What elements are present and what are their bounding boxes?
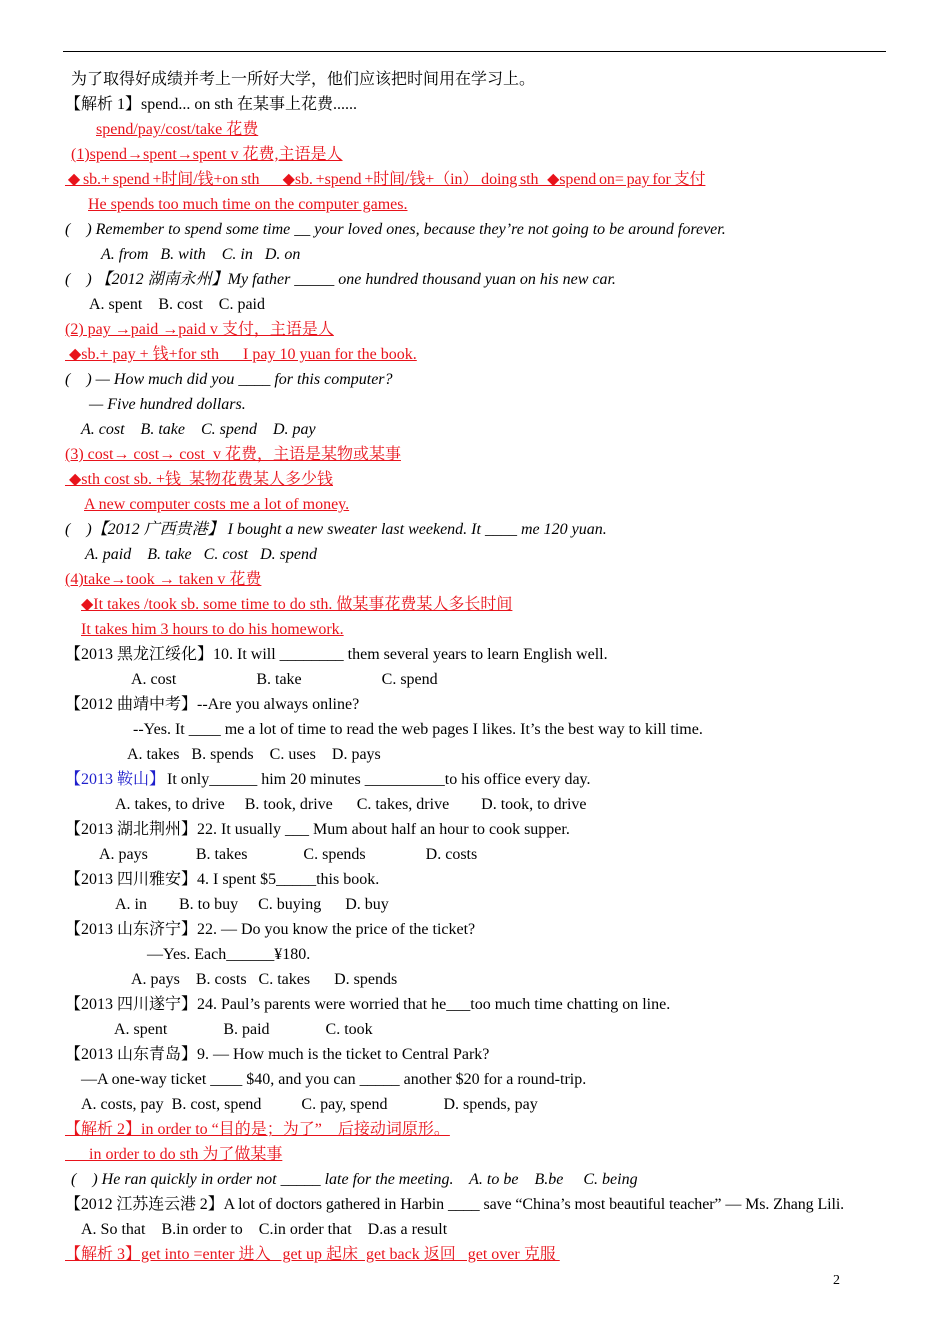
question-suining: 【2013 四川遂宁】24. Paul’s parents were worried that he___too much time chatting on line.	[65, 996, 671, 1013]
options-guigang: A. paid B. take C. cost D. spend	[85, 546, 317, 563]
header-rule	[63, 51, 886, 52]
pay-pattern: ◆sb.+ pay + 钱+for sth I pay 10 yuan for the book.	[65, 346, 417, 363]
source-anshan: 【2013 鞍山】	[65, 771, 166, 788]
question-suihua: 【2013 黑龙江绥化】10. It will ________ them several years to learn English well.	[65, 646, 608, 663]
question-jining: 【2013 山东济宁】22. — Do you know the price of the ticket?	[65, 921, 476, 938]
question-remember: ( ) Remember to spend some time __ your loved ones, because they’re not going to be around forever.	[65, 221, 726, 238]
options-suining: A. spent B. paid C. took	[114, 1021, 373, 1038]
answer-five-hundred: — Five hundred dollars.	[89, 396, 246, 413]
question-yaan: 【2013 四川雅安】4. I spent $5_____this book.	[65, 871, 380, 888]
analysis-1-title: 【解析 1】spend... on sth 在某事上花费......	[65, 96, 358, 113]
spend-forms: (1)spend→spent→spent v 花费,主语是人	[71, 146, 343, 163]
options-qujing: A. takes B. spends C. uses D. pays	[127, 746, 381, 763]
spend-pay-cost-take-heading: spend/pay/cost/take 花费	[96, 121, 259, 138]
summary-sentence: 为了取得好成绩并考上一所好大学，他们应该把时间用在学习上。	[71, 71, 536, 88]
options-jining: A. pays B. costs C. takes D. spends	[131, 971, 398, 988]
cost-forms: (3) cost→ cost→ cost v 花费，主语是某物或某事	[65, 446, 401, 463]
question-guigang: ( )【2012 广西贵港】 I bought a new sweater last weekend. It ____ me 120 yuan.	[65, 521, 607, 538]
question-qingdao: 【2013 山东青岛】9. — How much is the ticket to Central Park?	[65, 1046, 490, 1063]
question-qujing: 【2012 曲靖中考】--Are you always online?	[65, 696, 360, 713]
pay-forms: (2) pay →paid →paid v 支付，主语是人	[65, 321, 334, 338]
options-suihua: A. cost B. take C. spend	[131, 671, 438, 688]
spend-patterns: ◆ sb.+ spend +时间/钱+on sth ◆sb. +spend +时间/钱+（in） doing sth ◆spend on= pay for 支付	[65, 171, 706, 188]
question-yongzhou: ( ) 【2012 湖南永州】My father _____ one hundred thousand yuan on his new car.	[65, 271, 616, 288]
options-qingdao: A. costs, pay B. cost, spend C. pay, spend D. spends, pay	[81, 1096, 538, 1113]
options-how-much: A. cost B. take C. spend D. pay	[81, 421, 316, 438]
options-anshan: A. takes, to drive B. took, drive C. takes, drive D. took, to drive	[115, 796, 587, 813]
spend-example: He spends too much time on the computer games.	[88, 196, 408, 213]
options-lianyungang: A. So that B.in order to C.in order that D.as a result	[81, 1221, 448, 1238]
in-order-to-pattern: in order to do sth 为了做某事	[65, 1146, 283, 1163]
options-jingzhou: A. pays B. takes C. spends D. costs	[99, 846, 478, 863]
options-yaan: A. in B. to buy C. buying D. buy	[115, 896, 389, 913]
cost-pattern: ◆sth cost sb. +钱 某物花费某人多少钱	[65, 471, 334, 488]
answer-qujing: --Yes. It ____ me a lot of time to read the web pages I likes. It’s the best way to kill time.	[133, 721, 703, 738]
analysis-2-title: 【解析 2】in order to “目的是；为了” 后接动词原形。	[65, 1121, 450, 1138]
question-anshan: It only______ him 20 minutes __________to his office every day.	[167, 771, 591, 788]
answer-qingdao: —A one-way ticket ____ $40, and you can _____ another $20 for a round-trip.	[81, 1071, 587, 1088]
question-ran-quickly: ( ) He ran quickly in order not _____ late for the meeting. A. to be B.be C. being	[71, 1171, 638, 1188]
take-forms: (4)take→took → taken v 花费	[65, 571, 262, 588]
cost-example: A new computer costs me a lot of money.	[84, 496, 350, 513]
question-lianyungang: 【2012 江苏连云港 2】A lot of doctors gathered in Harbin ____ save “China’s most beautiful teacher” — Ms. Zhang Lili.	[65, 1196, 845, 1213]
options-remember: A. from B. with C. in D. on	[101, 246, 301, 263]
answer-jining: —Yes. Each______¥180.	[147, 946, 311, 963]
question-how-much: ( ) — How much did you ____ for this computer?	[65, 371, 393, 388]
question-jingzhou: 【2013 湖北荆州】22. It usually ___ Mum about half an hour to cook supper.	[65, 821, 570, 838]
take-pattern: ◆It takes /took sb. some time to do sth. 做某事花费某人多长时间	[81, 596, 513, 613]
page-number: 2	[833, 1273, 840, 1288]
take-example: It takes him 3 hours to do his homework.	[81, 621, 344, 638]
options-yongzhou: A. spent B. cost C. paid	[89, 296, 265, 313]
analysis-3-title: 【解析 3】get into =enter 进入 get up 起床 get back 返回 get over 克服	[65, 1246, 560, 1263]
